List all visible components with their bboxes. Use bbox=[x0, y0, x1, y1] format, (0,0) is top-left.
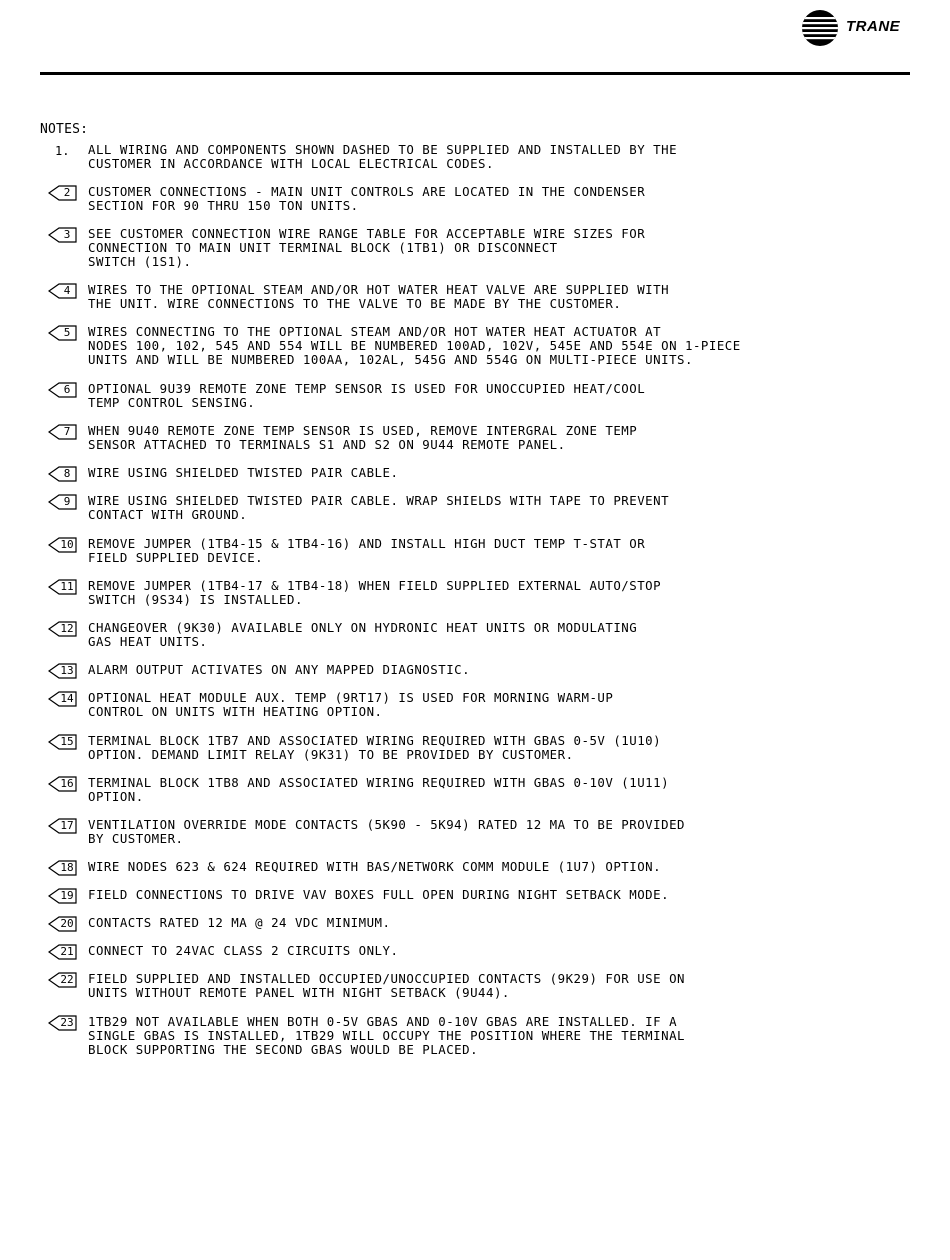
flag-marker-icon bbox=[48, 621, 78, 637]
note-number: 20 bbox=[60, 917, 74, 930]
note-number: 14 bbox=[60, 692, 74, 705]
note-line: OPTION. bbox=[88, 789, 144, 804]
note-line: WIRE NODES 623 & 624 REQUIRED WITH BAS/NETWORK COMM MODULE (1U7) OPTION. bbox=[88, 859, 662, 874]
note-line: ALARM OUTPUT ACTIVATES ON ANY MAPPED DIAGNOSTIC. bbox=[88, 662, 471, 677]
note-number: 11 bbox=[60, 580, 74, 593]
note-line: WIRE USING SHIELDED TWISTED PAIR CABLE. bbox=[88, 465, 399, 480]
note-line: REMOVE JUMPER (1TB4-17 & 1TB4-18) WHEN FIELD SUPPLIED EXTERNAL AUTO/STOP bbox=[88, 578, 662, 593]
flag-marker-icon bbox=[48, 691, 78, 707]
flag-marker-icon bbox=[48, 888, 78, 904]
note-line: SEE CUSTOMER CONNECTION WIRE RANGE TABLE FOR ACCEPTABLE WIRE SIZES FOR bbox=[88, 226, 646, 241]
note-number: 8 bbox=[63, 467, 71, 480]
flag-marker-icon bbox=[48, 916, 78, 932]
flag-marker-icon bbox=[48, 734, 78, 750]
note-number: 7 bbox=[63, 425, 71, 438]
note-line: 1TB29 NOT AVAILABLE WHEN BOTH 0-5V GBAS AND 0-10V GBAS ARE INSTALLED. IF A bbox=[88, 1014, 678, 1029]
note-number: 13 bbox=[60, 664, 74, 677]
note-line: UNITS WITHOUT REMOTE PANEL WITH NIGHT SETBACK (9U44). bbox=[88, 985, 510, 1000]
note-line: TERMINAL BLOCK 1TB7 AND ASSOCIATED WIRING REQUIRED WITH GBAS 0-5V (1U10) bbox=[88, 733, 662, 748]
note-number: 12 bbox=[60, 622, 74, 635]
trane-logo-mark-icon bbox=[800, 8, 840, 48]
flag-marker-icon bbox=[48, 860, 78, 876]
note-line: NODES 100, 102, 545 AND 554 WILL BE NUMBERED 100AD, 102V, 545E AND 554E ON 1-PIECE bbox=[88, 338, 741, 353]
note-line: CUSTOMER IN ACCORDANCE WITH LOCAL ELECTRICAL CODES. bbox=[88, 156, 494, 171]
note-line: CHANGEOVER (9K30) AVAILABLE ONLY ON HYDRONIC HEAT UNITS OR MODULATING bbox=[88, 620, 638, 635]
note-line: TERMINAL BLOCK 1TB8 AND ASSOCIATED WIRING REQUIRED WITH GBAS 0-10V (1U11) bbox=[88, 775, 670, 790]
note-number: 9 bbox=[63, 495, 71, 508]
note-line: TEMP CONTROL SENSING. bbox=[88, 395, 256, 410]
flag-marker-icon bbox=[48, 537, 78, 553]
flag-marker-icon bbox=[48, 283, 78, 299]
trane-logo bbox=[800, 8, 840, 48]
flag-marker-icon bbox=[48, 776, 78, 792]
note-line: BY CUSTOMER. bbox=[88, 831, 184, 846]
note-line: OPTIONAL HEAT MODULE AUX. TEMP (9RT17) IS USED FOR MORNING WARM-UP bbox=[88, 690, 614, 705]
note-line: WIRE USING SHIELDED TWISTED PAIR CABLE. WRAP SHIELDS WITH TAPE TO PREVENT bbox=[88, 493, 670, 508]
note-line: THE UNIT. WIRE CONNECTIONS TO THE VALVE TO BE MADE BY THE CUSTOMER. bbox=[88, 296, 622, 311]
note-number: 15 bbox=[60, 735, 74, 748]
flag-marker-icon bbox=[48, 494, 78, 510]
brand-name: TRANE bbox=[846, 18, 901, 35]
flag-marker-icon bbox=[48, 185, 78, 201]
note-line: WIRES TO THE OPTIONAL STEAM AND/OR HOT WATER HEAT VALVE ARE SUPPLIED WITH bbox=[88, 282, 670, 297]
flag-marker-icon bbox=[48, 227, 78, 243]
note-line: CONNECT TO 24VAC CLASS 2 CIRCUITS ONLY. bbox=[88, 943, 399, 958]
note-line: REMOVE JUMPER (1TB4-15 & 1TB4-16) AND INSTALL HIGH DUCT TEMP T-STAT OR bbox=[88, 536, 646, 551]
note-line: FIELD SUPPLIED AND INSTALLED OCCUPIED/UNOCCUPIED CONTACTS (9K29) FOR USE ON bbox=[88, 971, 685, 986]
note-line: BLOCK SUPPORTING THE SECOND GBAS WOULD BE PLACED. bbox=[88, 1042, 479, 1057]
note-line: CONTACTS RATED 12 MA @ 24 VDC MINIMUM. bbox=[88, 915, 391, 930]
note-line: GAS HEAT UNITS. bbox=[88, 634, 208, 649]
note-number: 22 bbox=[60, 973, 74, 986]
note-number: 23 bbox=[60, 1016, 74, 1029]
flag-marker-icon bbox=[48, 579, 78, 595]
note-line: CONNECTION TO MAIN UNIT TERMINAL BLOCK (1TB1) OR DISCONNECT bbox=[88, 240, 558, 255]
note-number: 1. bbox=[55, 144, 70, 158]
note-number: 18 bbox=[60, 861, 74, 874]
note-number: 5 bbox=[63, 326, 71, 339]
note-number: 19 bbox=[60, 889, 74, 902]
note-line: SINGLE GBAS IS INSTALLED, 1TB29 WILL OCCUPY THE POSITION WHERE THE TERMINAL bbox=[88, 1028, 685, 1043]
note-number: 4 bbox=[63, 284, 71, 297]
header-divider bbox=[40, 72, 910, 75]
note-line: SWITCH (1S1). bbox=[88, 254, 192, 269]
flag-marker-icon bbox=[48, 325, 78, 341]
note-number: 3 bbox=[63, 228, 71, 241]
note-line: VENTILATION OVERRIDE MODE CONTACTS (5K90 - 5K94) RATED 12 MA TO BE PROVIDED bbox=[88, 817, 685, 832]
note-line: SENSOR ATTACHED TO TERMINALS S1 AND S2 ON 9U44 REMOTE PANEL. bbox=[88, 437, 566, 452]
note-line: FIELD SUPPLIED DEVICE. bbox=[88, 550, 264, 565]
note-number: 21 bbox=[60, 945, 74, 958]
note-number: 17 bbox=[60, 819, 74, 832]
note-number: 2 bbox=[63, 186, 71, 199]
note-line: SWITCH (9S34) IS INSTALLED. bbox=[88, 592, 303, 607]
note-number: 16 bbox=[60, 777, 74, 790]
flag-marker-icon bbox=[48, 944, 78, 960]
note-number: 6 bbox=[63, 383, 71, 396]
note-line: SECTION FOR 90 THRU 150 TON UNITS. bbox=[88, 198, 359, 213]
note-number: 10 bbox=[60, 538, 74, 551]
flag-marker-icon bbox=[48, 663, 78, 679]
flag-marker-icon bbox=[48, 424, 78, 440]
note-line: CONTACT WITH GROUND. bbox=[88, 507, 248, 522]
note-line: OPTIONAL 9U39 REMOTE ZONE TEMP SENSOR IS USED FOR UNOCCUPIED HEAT/COOL bbox=[88, 381, 646, 396]
flag-marker-icon bbox=[48, 1015, 78, 1031]
flag-marker-icon bbox=[48, 818, 78, 834]
flag-marker-icon bbox=[48, 972, 78, 988]
note-line: ALL WIRING AND COMPONENTS SHOWN DASHED TO BE SUPPLIED AND INSTALLED BY THE bbox=[88, 142, 678, 157]
note-line: OPTION. DEMAND LIMIT RELAY (9K31) TO BE PROVIDED BY CUSTOMER. bbox=[88, 747, 574, 762]
notes-heading: NOTES: bbox=[40, 122, 89, 137]
note-line: FIELD CONNECTIONS TO DRIVE VAV BOXES FULL OPEN DURING NIGHT SETBACK MODE. bbox=[88, 887, 670, 902]
note-line: WIRES CONNECTING TO THE OPTIONAL STEAM AND/OR HOT WATER HEAT ACTUATOR AT bbox=[88, 324, 662, 339]
flag-marker-icon bbox=[48, 466, 78, 482]
note-line: CUSTOMER CONNECTIONS - MAIN UNIT CONTROLS ARE LOCATED IN THE CONDENSER bbox=[88, 184, 646, 199]
note-line: CONTROL ON UNITS WITH HEATING OPTION. bbox=[88, 704, 383, 719]
note-line: UNITS AND WILL BE NUMBERED 100AA, 102AL, 545G AND 554G ON MULTI-PIECE UNITS. bbox=[88, 352, 693, 367]
note-line: WHEN 9U40 REMOTE ZONE TEMP SENSOR IS USED, REMOVE INTERGRAL ZONE TEMP bbox=[88, 423, 638, 438]
flag-marker-icon bbox=[48, 382, 78, 398]
